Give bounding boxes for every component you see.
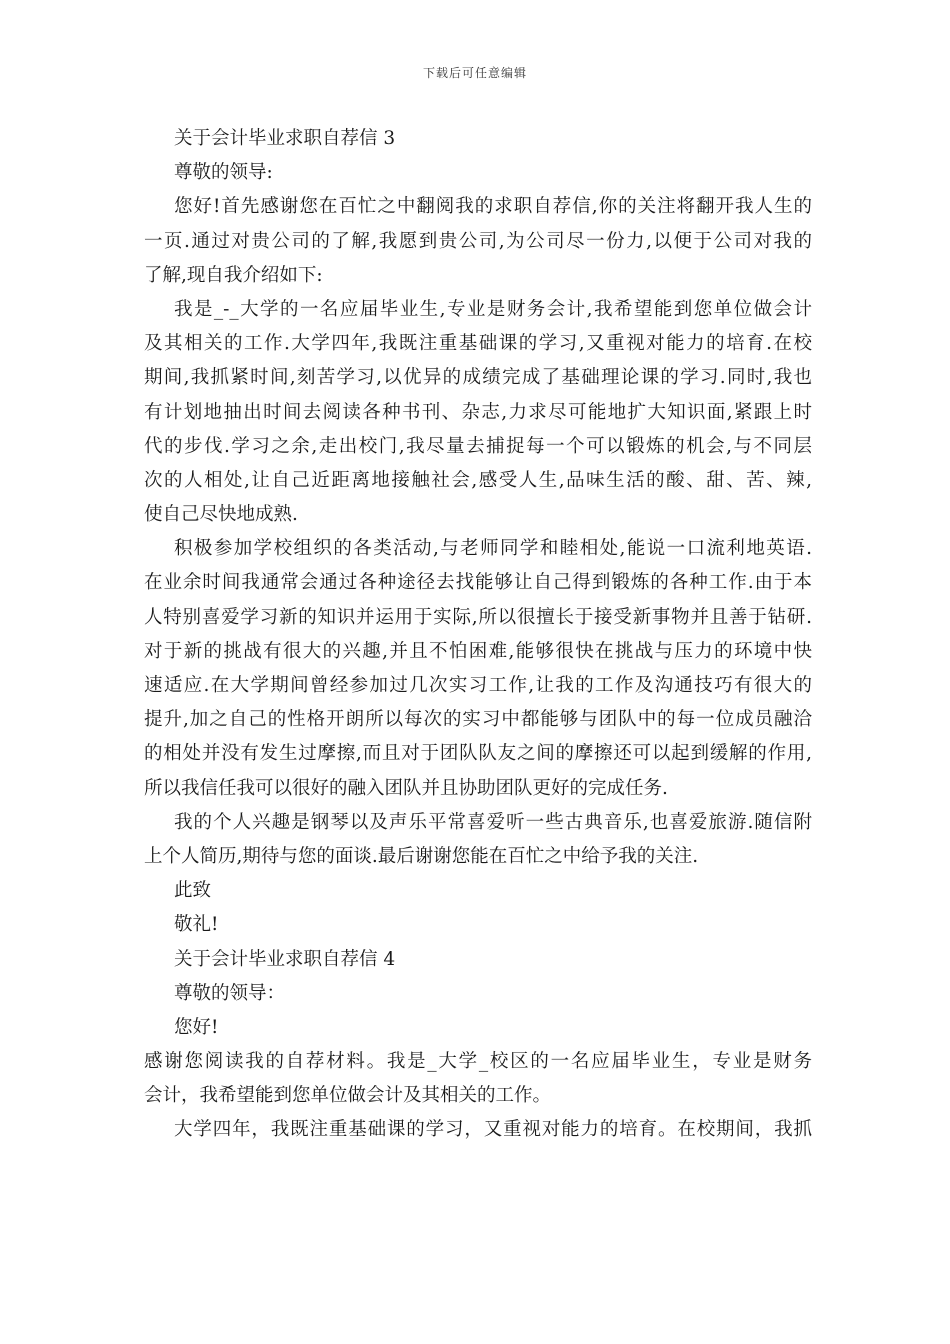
paragraph-line: 次的人相处,让自己近距离地接触社会,感受人生,品味生活的酸、甜、苦、辣, (144, 469, 812, 491)
paragraph-line: 所以我信任我可以很好的融入团队并且协助团队更好的完成任务. (144, 777, 668, 799)
document-body (144, 122, 812, 1148)
closing-line: 敬礼! (174, 914, 219, 936)
paragraph-line: 使自己尽快地成熟. (144, 504, 298, 526)
paragraph-line: 我是_-_大学的一名应届毕业生,专业是财务会计,我希望能到您单位做会计 (174, 298, 812, 320)
paragraph-line: 在业余时间我通常会通过各种途径去找能够让自己得到锻炼的各种工作.由于本 (144, 572, 812, 594)
paragraph-line: 及其相关的工作.大学四年,我既注重基础课的学习,又重视对能力的培育.在校 (144, 333, 812, 355)
paragraph-line: 我的个人兴趣是钢琴以及声乐平常喜爱听一些古典音乐,也喜爱旅游.随信附 (174, 811, 812, 833)
greeting-line: 您好! (174, 1016, 219, 1038)
closing-line: 此致 (174, 880, 212, 902)
paragraph-line: 了解,现自我介绍如下: (144, 264, 323, 286)
paragraph-line: 有计划地抽出时间去阅读各种书刊、杂志,力求尽可能地扩大知识面,紧跟上时 (144, 401, 812, 423)
paragraph-line: 会计，我希望能到您单位做会计及其相关的工作。 (144, 1085, 552, 1107)
paragraph-line: 积极参加学校组织的各类活动,与老师同学和睦相处,能说一口流利地英语. (174, 538, 812, 560)
paragraph-line: 代的步伐.学习之余,走出校门,我尽量去捕捉每一个可以锻炼的机会,与不同层 (144, 435, 812, 457)
paragraph-line: 期间,我抓紧时间,刻苦学习,以优异的成绩完成了基础理论课的学习.同时,我也 (144, 367, 812, 389)
page-header-note: 下载后可任意编辑 (422, 66, 527, 80)
paragraph-line: 上个人简历,期待与您的面谈.最后谢谢您能在百忙之中给予我的关注. (144, 845, 699, 867)
paragraph-line: 速适应.在大学期间曾经参加过几次实习工作,让我的工作及沟通技巧有很大的 (144, 675, 812, 696)
paragraph-line: 感谢您阅读我的自荐材料。我是_大学_校区的一名应届毕业生，专业是财务 (144, 1051, 812, 1073)
paragraph-line: 对于新的挑战有很大的兴趣,并且不怕困难,能够很快在挑战与压力的环境中快 (144, 640, 812, 662)
letter-3-title: 关于会计毕业求职自荐信 3 (174, 128, 396, 149)
paragraph-line: 提升,加之自己的性格开朗所以每次的实习中都能够与团队中的每一位成员融洽 (144, 709, 812, 731)
letter-3-salutation: 尊敬的领导: (174, 162, 273, 184)
paragraph-line: 的相处并没有发生过摩擦,而且对于团队队友之间的摩擦还可以起到缓解的作用, (144, 743, 812, 765)
letter-4-title: 关于会计毕业求职自荐信 4 (174, 948, 396, 970)
paragraph-line: 一页.通过对贵公司的了解,我愿到贵公司,为公司尽一份力,以便于公司对我的 (144, 230, 812, 252)
paragraph-line: 您好!首先感谢您在百忙之中翻阅我的求职自荐信,你的关注将翻开我人生的 (174, 196, 812, 218)
paragraph-line: 人特别喜爱学习新的知识并运用于实际,所以很擅长于接受新事物并且善于钻研. (144, 606, 812, 628)
paragraph-line: 大学四年，我既注重基础课的学习，又重视对能力的培育。在校期间，我抓 (174, 1119, 812, 1141)
letter-4-salutation: 尊敬的领导： (174, 982, 286, 1004)
